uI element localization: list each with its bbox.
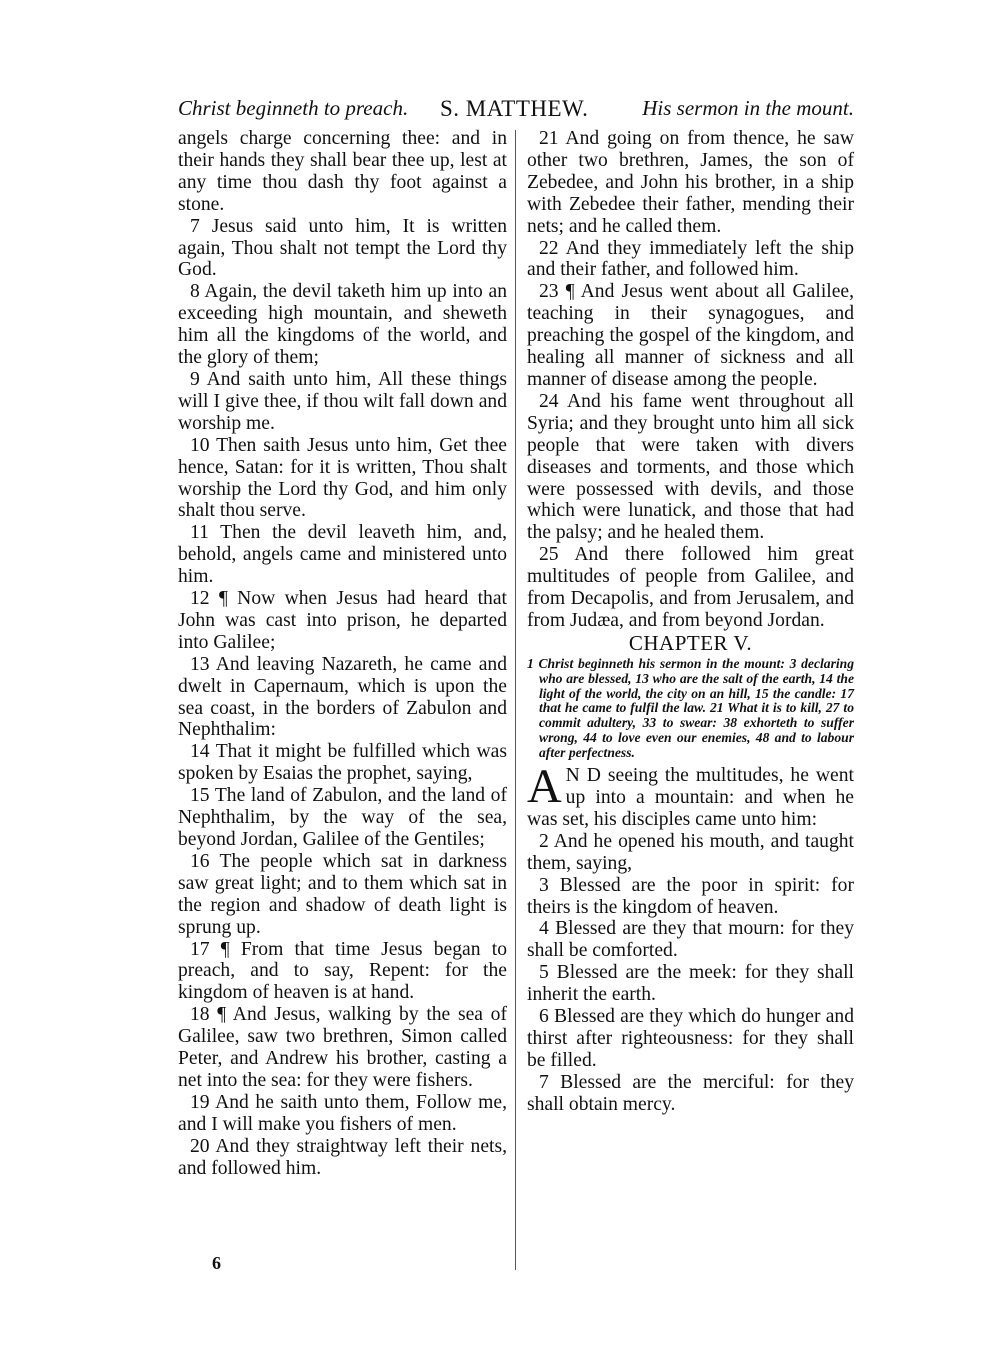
right-column-verses-ch4	[527, 128, 854, 632]
first-verse-text: N D seeing the multitudes, he went up into a mountain: and when he was set, his disciples came unto him:	[527, 765, 854, 830]
verse: 24 And his fame went throughout all Syria; and they brought unto him all sick people that were taken with divers diseases and torments, and those which were possessed with devils, and those which were lunatick, and those that had the palsy; and he healed them.	[527, 390, 854, 544]
verse: 5 Blessed are the meek: for they shall inherit the earth.	[527, 962, 854, 1006]
verse: 20 And they straightway left their nets, and followed him.	[178, 1135, 507, 1179]
verse: 13 And leaving Nazareth, he came and dwelt in Capernaum, which is upon the sea coast, in the borders of Zabulon and Nephthalim:	[178, 653, 507, 741]
header-book-title: S. MATTHEW.	[440, 96, 589, 121]
verse: 14 That it might be fulfilled which was spoken by Esaias the prophet, saying,	[178, 741, 507, 785]
verse: 9 And saith unto him, All these things will I give thee, if thou wilt fall down and worship me.	[178, 368, 507, 434]
verse: 22 And they immediately left the ship and their father, and followed him.	[527, 237, 854, 281]
left-column	[178, 128, 507, 1180]
header-right: His sermon in the mount.	[642, 96, 854, 120]
verse: 3 Blessed are the poor in spirit: for theirs is the kingdom of heaven.	[527, 874, 854, 918]
verse: 21 And going on from thence, he saw other two brethren, James, the son of Zebedee, and John his brother, in a ship with Zebedee their father, mending their nets; and he called them.	[527, 128, 854, 237]
verse: 8 Again, the devil taketh him up into an exceeding high mountain, and sheweth him all the kingdoms of the world, and the glory of them;	[178, 281, 507, 369]
verse: 7 Jesus said unto him, It is written again, Thou shalt not tempt the Lord thy God.	[178, 215, 507, 281]
header-left: Christ beginneth to preach.	[178, 96, 409, 120]
verse: 23 ¶ And Jesus went about all Galilee, teaching in their synagogues, and preaching the gospel of the kingdom, and healing all manner of sickness and all manner of disease among the people.	[527, 281, 854, 390]
chapter-heading: CHAPTER V.	[628, 630, 753, 655]
verse: 18 ¶ And Jesus, walking by the sea of Galilee, saw two brethren, Simon called Peter, and Andrew his brother, casting a net into the sea: for they were fishers.	[178, 1004, 507, 1091]
verse: 19 And he saith unto them, Follow me, and I will make you fishers of men.	[178, 1091, 507, 1135]
verse: 25 And there followed him great multitudes of people from Galilee, and from Decapolis, and from Jerusalem, and from Judæa, and from beyond Jordan.	[527, 544, 854, 631]
right-column-verses-ch5	[527, 831, 854, 1116]
first-verse	[527, 760, 854, 831]
page-number: 6	[212, 1253, 221, 1273]
verse: 4 Blessed are they that mourn: for they shall be comforted.	[527, 918, 854, 962]
verse: 6 Blessed are they which do hunger and thirst after righteousness: for they shall be filled.	[527, 1006, 854, 1071]
chapter-summary: 1 Christ beginneth his sermon in the mount: 3 declaring who are blessed, 13 who are the salt of the earth, 14 the light of the world, the city on an hill, 15 the candle: 17 that he came to fulfil the law. 21 What it is to kill, 27 to commit adultery, 33 to swear: 38 exhorteth to suffer wrong, 44 to love even our enemies, 48 and to labour after perfectness.	[527, 655, 854, 761]
verse: 2 And he opened his mouth, and taught them, saying,	[527, 830, 854, 874]
verse: 11 Then the devil leaveth him, and, behold, angels came and ministered unto him.	[178, 522, 507, 588]
column-divider	[515, 130, 516, 1270]
verse: 10 Then saith Jesus unto him, Get thee hence, Satan: for it is written, Thou shalt worship the Lord thy God, and him only shalt thou serve.	[178, 434, 507, 522]
verse: 16 The people which sat in darkness saw great light; and to them which sat in the region and shadow of death light is sprung up.	[178, 850, 507, 938]
running-header	[178, 96, 854, 126]
right-column	[527, 128, 854, 1116]
verse: 17 ¶ From that time Jesus began to preach, and to say, Repent: for the kingdom of heaven is at hand.	[178, 938, 507, 1004]
verse: 12 ¶ Now when Jesus had heard that John was cast into prison, he departed into Galilee;	[178, 588, 507, 653]
drop-cap: A	[527, 760, 562, 814]
verse: 15 The land of Zabulon, and the land of Nephthalim, by the way of the sea, beyond Jordan, Galilee of the Gentiles;	[178, 785, 507, 850]
verse: angels charge concerning thee: and in their hands they shall bear thee up, lest at any time thou dash thy foot against a stone.	[178, 128, 507, 215]
verse: 7 Blessed are the merciful: for they shall obtain mercy.	[527, 1071, 854, 1115]
